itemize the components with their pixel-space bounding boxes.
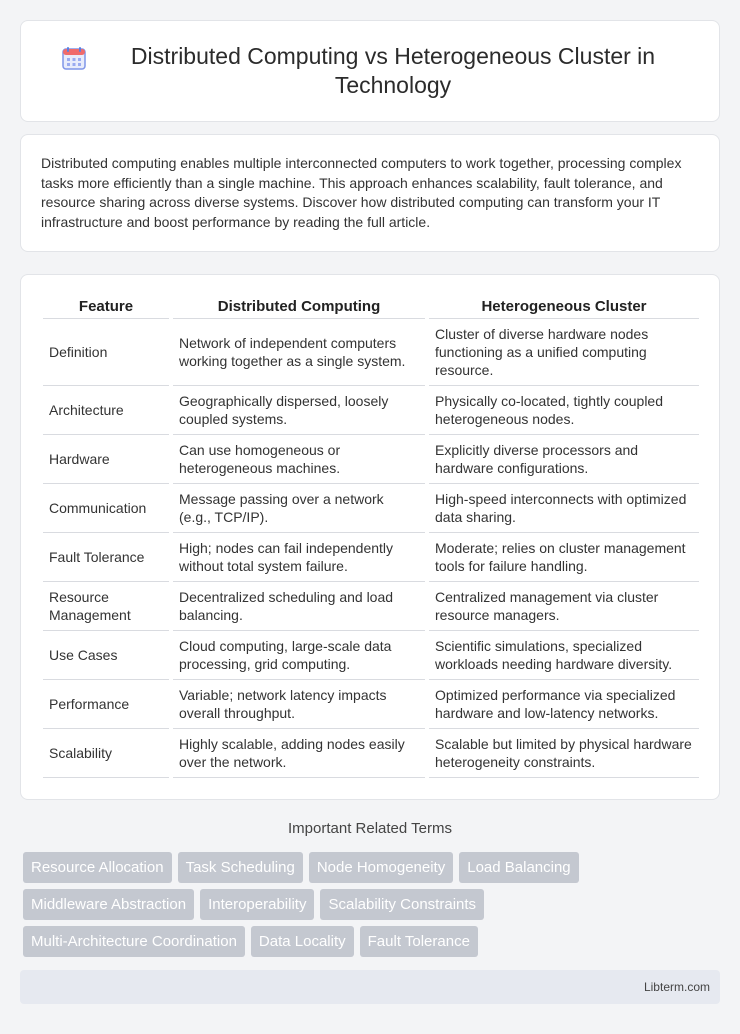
table-row bbox=[43, 631, 699, 680]
intro-paragraph: Distributed computing enables multiple interconnected computers to work together, processing complex tasks more efficiently than a single machine. This approach enhances scalability, fault tolerance, and resource sharing across diverse systems. Discover how distributed computing can transform your IT infrastructure and boost performance by reading the full article. bbox=[41, 155, 682, 230]
heterogeneous-cell: Scientific simulations, specialized workloads needing hardware diversity. bbox=[429, 631, 699, 680]
tag-row bbox=[23, 926, 723, 957]
distributed-cell: Decentralized scheduling and load balancing. bbox=[173, 582, 425, 631]
table-row bbox=[43, 319, 699, 386]
feature-cell: Definition bbox=[43, 319, 169, 386]
footer-site-link[interactable]: Libterm.com bbox=[643, 980, 710, 994]
calendar-icon bbox=[61, 45, 87, 71]
tag-row bbox=[23, 852, 723, 883]
intro-card bbox=[20, 134, 720, 252]
table-row bbox=[43, 386, 699, 435]
heterogeneous-cell: Optimized performance via specialized hardware and low-latency networks. bbox=[429, 680, 699, 729]
tag-load-balancing[interactable]: Load Balancing bbox=[459, 852, 578, 883]
table-row bbox=[43, 533, 699, 582]
header-distributed: Distributed Computing bbox=[173, 297, 425, 319]
tag-resource-allocation[interactable]: Resource Allocation bbox=[23, 852, 172, 883]
related-terms-title: Important Related Terms bbox=[288, 820, 452, 837]
distributed-cell: Highly scalable, adding nodes easily over the network. bbox=[173, 729, 425, 778]
feature-cell: Fault Tolerance bbox=[43, 533, 169, 582]
table-row bbox=[43, 582, 699, 631]
feature-cell: Use Cases bbox=[43, 631, 169, 680]
heterogeneous-cell: Centralized management via cluster resource managers. bbox=[429, 582, 699, 631]
tag-middleware-abstraction[interactable]: Middleware Abstraction bbox=[23, 889, 194, 920]
feature-cell: Performance bbox=[43, 680, 169, 729]
distributed-cell: Variable; network latency impacts overall throughput. bbox=[173, 680, 425, 729]
feature-cell: Communication bbox=[43, 484, 169, 533]
table-row bbox=[43, 729, 699, 778]
heterogeneous-cell: Moderate; relies on cluster management tools for failure handling. bbox=[429, 533, 699, 582]
related-terms-tags bbox=[23, 852, 723, 963]
table-header-row bbox=[43, 297, 699, 319]
heterogeneous-cell: Scalable but limited by physical hardware heterogeneity constraints. bbox=[429, 729, 699, 778]
distributed-cell: High; nodes can fail independently without total system failure. bbox=[173, 533, 425, 582]
header-feature: Feature bbox=[43, 297, 169, 319]
distributed-cell: Cloud computing, large-scale data processing, grid computing. bbox=[173, 631, 425, 680]
feature-cell: Hardware bbox=[43, 435, 169, 484]
footer bbox=[20, 970, 720, 1004]
tag-row bbox=[23, 889, 723, 920]
distributed-cell: Can use homogeneous or heterogeneous machines. bbox=[173, 435, 425, 484]
distributed-cell: Geographically dispersed, loosely coupled systems. bbox=[173, 386, 425, 435]
feature-cell: Architecture bbox=[43, 386, 169, 435]
table-row bbox=[43, 435, 699, 484]
tag-fault-tolerance[interactable]: Fault Tolerance bbox=[360, 926, 478, 957]
comparison-table bbox=[39, 297, 703, 778]
feature-cell: Scalability bbox=[43, 729, 169, 778]
header-heterogeneous: Heterogeneous Cluster bbox=[429, 297, 699, 319]
tag-multi-architecture-coordination[interactable]: Multi-Architecture Coordination bbox=[23, 926, 245, 957]
heterogeneous-cell: Explicitly diverse processors and hardware configurations. bbox=[429, 435, 699, 484]
distributed-cell: Message passing over a network (e.g., TCP/IP). bbox=[173, 484, 425, 533]
title-card bbox=[20, 20, 720, 122]
tag-data-locality[interactable]: Data Locality bbox=[251, 926, 354, 957]
heterogeneous-cell: Cluster of diverse hardware nodes functioning as a unified computing resource. bbox=[429, 319, 699, 386]
comparison-card bbox=[20, 274, 720, 800]
table-row bbox=[43, 484, 699, 533]
page-title: Distributed Computing vs Heterogeneous Cluster in Technology bbox=[130, 43, 656, 98]
tag-node-homogeneity[interactable]: Node Homogeneity bbox=[309, 852, 453, 883]
table-row bbox=[43, 680, 699, 729]
tag-task-scheduling[interactable]: Task Scheduling bbox=[178, 852, 303, 883]
tag-scalability-constraints[interactable]: Scalability Constraints bbox=[320, 889, 484, 920]
feature-cell: Resource Management bbox=[43, 582, 169, 631]
heterogeneous-cell: High-speed interconnects with optimized data sharing. bbox=[429, 484, 699, 533]
tag-interoperability[interactable]: Interoperability bbox=[200, 889, 314, 920]
distributed-cell: Network of independent computers working together as a single system. bbox=[173, 319, 425, 386]
heterogeneous-cell: Physically co-located, tightly coupled heterogeneous nodes. bbox=[429, 386, 699, 435]
